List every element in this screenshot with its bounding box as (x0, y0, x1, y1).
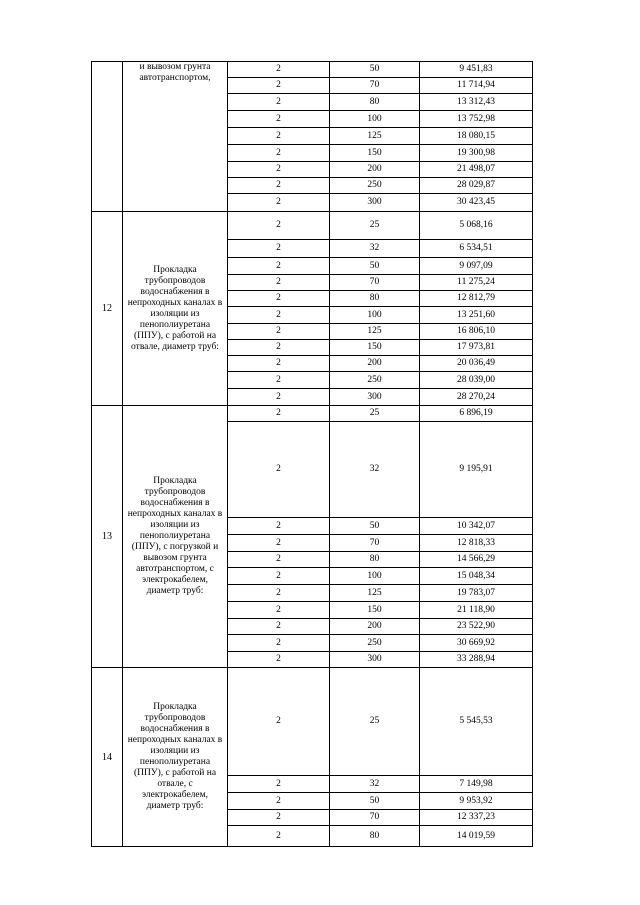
price-cell: 10 342,07 (420, 518, 533, 535)
diameter-cell: 300 (330, 652, 420, 668)
diameter-cell: 250 (330, 372, 420, 389)
price-cell: 5 545,53 (420, 668, 533, 776)
count-cell: 2 (228, 194, 330, 212)
item-number: 12 (92, 212, 123, 406)
diameter-cell: 80 (330, 94, 420, 111)
table-row (92, 668, 533, 776)
price-cell: 23 522,90 (420, 619, 533, 635)
diameter-cell: 70 (330, 78, 420, 94)
diameter-cell: 150 (330, 145, 420, 162)
price-cell: 9 097,09 (420, 258, 533, 275)
diameter-cell: 70 (330, 810, 420, 826)
count-cell: 2 (228, 422, 330, 518)
item-number: 13 (92, 406, 123, 668)
diameter-cell: 25 (330, 406, 420, 422)
diameter-cell: 100 (330, 568, 420, 585)
item-description: и вывозом грунта автотранспортом, (123, 62, 228, 212)
price-cell: 30 423,45 (420, 194, 533, 212)
price-cell: 12 812,79 (420, 291, 533, 307)
count-cell: 2 (228, 568, 330, 585)
price-cell: 12 818,33 (420, 535, 533, 552)
price-cell: 33 288,94 (420, 652, 533, 668)
count-cell: 2 (228, 535, 330, 552)
diameter-cell: 70 (330, 535, 420, 552)
count-cell: 2 (228, 518, 330, 535)
price-cell: 15 048,34 (420, 568, 533, 585)
count-cell: 2 (228, 635, 330, 652)
count-cell: 2 (228, 145, 330, 162)
diameter-cell: 200 (330, 162, 420, 178)
count-cell: 2 (228, 776, 330, 793)
diameter-cell: 150 (330, 602, 420, 619)
table-row (92, 406, 533, 422)
price-cell: 18 080,15 (420, 128, 533, 145)
count-cell: 2 (228, 178, 330, 194)
diameter-cell: 80 (330, 826, 420, 847)
item-number (92, 62, 123, 212)
count-cell: 2 (228, 406, 330, 422)
diameter-cell: 100 (330, 111, 420, 128)
price-cell: 5 068,16 (420, 212, 533, 240)
count-cell: 2 (228, 212, 330, 240)
diameter-cell: 125 (330, 128, 420, 145)
price-cell: 16 806,10 (420, 324, 533, 340)
diameter-cell: 25 (330, 212, 420, 240)
diameter-cell: 80 (330, 552, 420, 568)
count-cell: 2 (228, 389, 330, 406)
price-cell: 20 036,49 (420, 356, 533, 372)
diameter-cell: 100 (330, 307, 420, 324)
diameter-cell: 50 (330, 62, 420, 78)
count-cell: 2 (228, 372, 330, 389)
price-table (91, 61, 533, 847)
price-cell: 7 149,98 (420, 776, 533, 793)
diameter-cell: 300 (330, 389, 420, 406)
price-cell: 19 300,98 (420, 145, 533, 162)
item-description: Прокладка трубопроводов водоснабжения в непроходных каналах в изоляции из пенополиуретана (ППУ), с работой на отвале, с электрокабелем, диаметр труб: (123, 668, 228, 847)
count-cell: 2 (228, 258, 330, 275)
price-cell: 11 275,24 (420, 275, 533, 291)
diameter-cell: 125 (330, 324, 420, 340)
price-cell: 9 451,83 (420, 62, 533, 78)
price-cell: 28 039,00 (420, 372, 533, 389)
count-cell: 2 (228, 826, 330, 847)
price-cell: 9 953,92 (420, 793, 533, 810)
price-cell: 6 896,19 (420, 406, 533, 422)
diameter-cell: 80 (330, 291, 420, 307)
price-cell: 21 118,90 (420, 602, 533, 619)
price-cell: 28 270,24 (420, 389, 533, 406)
diameter-cell: 70 (330, 275, 420, 291)
price-cell: 6 534,51 (420, 240, 533, 258)
diameter-cell: 250 (330, 635, 420, 652)
item-number: 14 (92, 668, 123, 847)
count-cell: 2 (228, 240, 330, 258)
price-cell: 17 973,81 (420, 340, 533, 356)
diameter-cell: 50 (330, 793, 420, 810)
price-cell: 28 029,87 (420, 178, 533, 194)
price-cell: 13 312,43 (420, 94, 533, 111)
price-cell: 14 019,59 (420, 826, 533, 847)
count-cell: 2 (228, 652, 330, 668)
price-cell: 12 337,23 (420, 810, 533, 826)
count-cell: 2 (228, 793, 330, 810)
item-description: Прокладка трубопроводов водоснабжения в непроходных каналах в изоляции из пенополиуретана (ППУ), с работой на отвале, диаметр труб: (123, 212, 228, 406)
diameter-cell: 300 (330, 194, 420, 212)
diameter-cell: 250 (330, 178, 420, 194)
diameter-cell: 125 (330, 585, 420, 602)
count-cell: 2 (228, 619, 330, 635)
count-cell: 2 (228, 356, 330, 372)
count-cell: 2 (228, 128, 330, 145)
diameter-cell: 32 (330, 422, 420, 518)
table-row (92, 62, 533, 78)
price-cell: 9 195,91 (420, 422, 533, 518)
count-cell: 2 (228, 668, 330, 776)
diameter-cell: 32 (330, 776, 420, 793)
price-cell: 30 669,92 (420, 635, 533, 652)
diameter-cell: 25 (330, 668, 420, 776)
item-description: Прокладка трубопроводов водоснабжения в непроходных каналах в изоляции из пенополиуретана (ППУ), с погрузкой и вывозом грунта автотранспортом, с электрокабелем, диаметр труб: (123, 406, 228, 668)
diameter-cell: 50 (330, 518, 420, 535)
price-cell: 21 498,07 (420, 162, 533, 178)
count-cell: 2 (228, 111, 330, 128)
diameter-cell: 50 (330, 258, 420, 275)
count-cell: 2 (228, 585, 330, 602)
count-cell: 2 (228, 78, 330, 94)
price-table-body (92, 62, 533, 847)
count-cell: 2 (228, 275, 330, 291)
count-cell: 2 (228, 62, 330, 78)
diameter-cell: 200 (330, 356, 420, 372)
count-cell: 2 (228, 94, 330, 111)
table-row (92, 212, 533, 240)
count-cell: 2 (228, 810, 330, 826)
price-cell: 13 251,60 (420, 307, 533, 324)
count-cell: 2 (228, 162, 330, 178)
count-cell: 2 (228, 602, 330, 619)
count-cell: 2 (228, 340, 330, 356)
diameter-cell: 32 (330, 240, 420, 258)
count-cell: 2 (228, 291, 330, 307)
count-cell: 2 (228, 307, 330, 324)
price-cell: 11 714,94 (420, 78, 533, 94)
count-cell: 2 (228, 552, 330, 568)
price-cell: 19 783,07 (420, 585, 533, 602)
diameter-cell: 150 (330, 340, 420, 356)
diameter-cell: 200 (330, 619, 420, 635)
price-cell: 14 566,29 (420, 552, 533, 568)
count-cell: 2 (228, 324, 330, 340)
price-cell: 13 752,98 (420, 111, 533, 128)
